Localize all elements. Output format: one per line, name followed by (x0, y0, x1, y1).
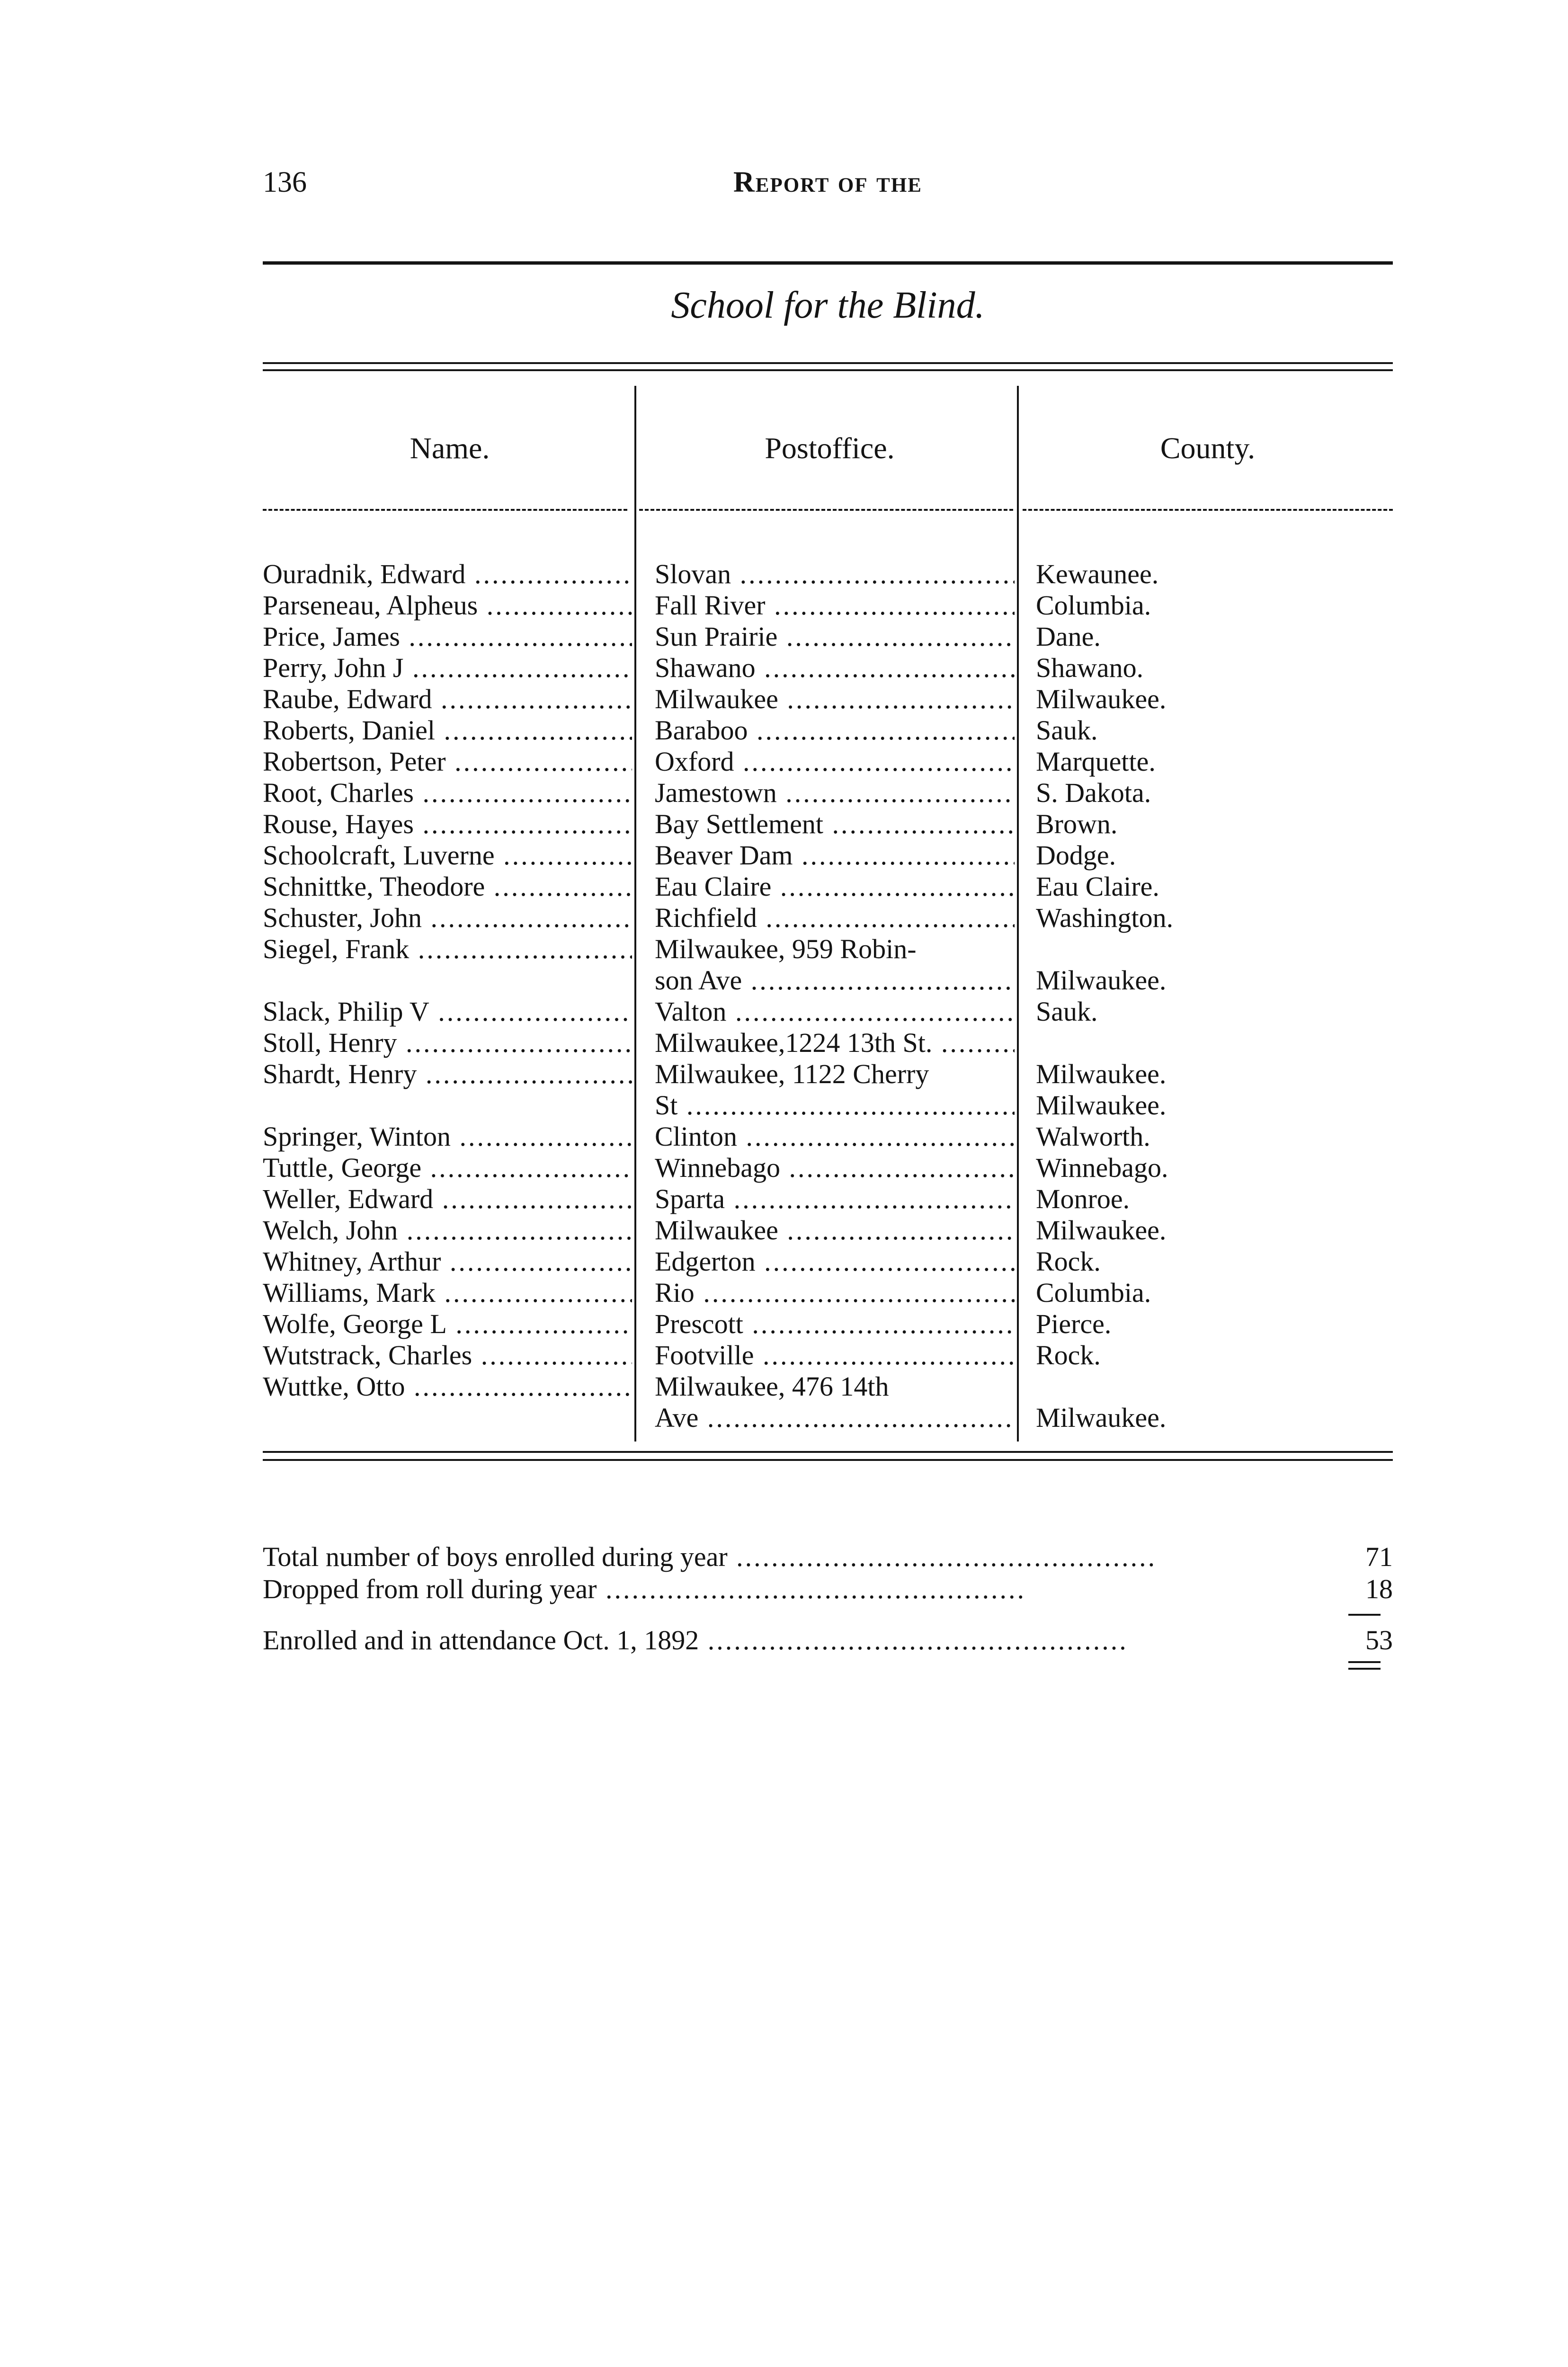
postoffice (655, 1308, 1015, 1340)
student-name: Wutstrack, Charles ..... (263, 1340, 632, 1371)
postoffice-line: Prescott ..... (655, 1308, 1015, 1340)
county: Kewaunee. (1036, 559, 1159, 589)
table-row (263, 1184, 1393, 1215)
table-row (263, 746, 1393, 777)
county: Rock. (1036, 1340, 1101, 1370)
table-row (263, 777, 1393, 809)
header-divider-name (263, 509, 627, 511)
county: Milwaukee. (1036, 1215, 1167, 1246)
student-name: Roberts, Daniel ..... (263, 715, 632, 746)
column-header-county: County. (1160, 431, 1256, 465)
dropped-label: Dropped from roll during year ..... (263, 1573, 1295, 1605)
postoffice (655, 746, 1015, 777)
enrollment-table (263, 559, 1393, 1433)
county: Milwaukee. (1036, 1402, 1167, 1433)
student-name: Siegel, Frank ..... (263, 934, 632, 965)
postoffice-line: Oxford ..... (655, 746, 1015, 777)
postoffice (655, 652, 1015, 684)
table-top-rule-1 (263, 362, 1393, 364)
postoffice-line: Beaver Dam ..... (655, 840, 1015, 871)
double-rule-bottom (1348, 1668, 1381, 1670)
postoffice-line: Sparta ..... (655, 1184, 1015, 1215)
table-row (263, 1277, 1393, 1308)
postoffice (655, 684, 1015, 715)
student-name: Raube, Edward ..... (263, 684, 632, 715)
postoffice-line: Edgerton ..... (655, 1246, 1015, 1277)
county: Pierce. (1036, 1308, 1112, 1339)
header-divider-county (1023, 509, 1393, 511)
subtraction-rule-row (263, 1605, 1393, 1624)
student-name: Wolfe, George L ..... (263, 1308, 632, 1340)
postoffice-line: Fall River ..... (655, 590, 1015, 621)
postoffice (655, 809, 1015, 840)
postoffice (655, 1152, 1015, 1184)
county-line2: Milwaukee. (1036, 1090, 1167, 1121)
county: Brown. (1036, 809, 1118, 839)
total-row-dropped (263, 1573, 1393, 1605)
column-header-postoffice: Postoffice. (765, 431, 895, 465)
county: Columbia. (1036, 1277, 1151, 1308)
student-name: Tuttle, George ..... (263, 1152, 632, 1184)
table-row (263, 1246, 1393, 1277)
running-head: Report of the (733, 166, 922, 198)
total-row-attendance (263, 1624, 1393, 1656)
postoffice-line: St ..... (655, 1090, 1015, 1121)
county: Dodge. (1036, 840, 1116, 871)
attendance-label: Enrolled and in attendance Oct. 1, 1892 ..... (263, 1624, 1295, 1656)
county: Walworth. (1036, 1121, 1150, 1152)
postoffice (655, 621, 1015, 652)
postoffice (655, 1371, 1015, 1433)
student-name: Root, Charles ..... (263, 777, 632, 809)
table-bottom-rule-1 (263, 1451, 1393, 1453)
table-row (263, 590, 1393, 621)
double-rule-row (263, 1656, 1393, 1675)
header-rule (263, 261, 1393, 265)
student-name: Parseneau, Alpheus ..... (263, 590, 632, 621)
table-row (263, 1371, 1393, 1433)
table-row (263, 715, 1393, 746)
postoffice-line: son Ave ..... (655, 965, 1015, 996)
table-row (263, 902, 1393, 934)
student-name: Schuster, John ..... (263, 902, 632, 934)
table-row (263, 1308, 1393, 1340)
county: Shawano. (1036, 652, 1144, 683)
section-title: School for the Blind. (671, 285, 985, 326)
postoffice-line: Clinton ..... (655, 1121, 1015, 1152)
county: S. Dakota. (1036, 777, 1151, 808)
postoffice-line: Eau Claire ..... (655, 871, 1015, 902)
student-name: Welch, John ..... (263, 1215, 632, 1246)
table-row (263, 684, 1393, 715)
table-row (263, 840, 1393, 871)
student-name: Slack, Philip V ..... (263, 996, 632, 1027)
postoffice-line: Richfield ..... (655, 902, 1015, 934)
table-row (263, 1340, 1393, 1371)
postoffice (655, 559, 1015, 590)
student-name: Shardt, Henry ..... (263, 1059, 632, 1090)
table-row (263, 1121, 1393, 1152)
postoffice-line: Jamestown ..... (655, 777, 1015, 809)
student-name: Perry, John J ..... (263, 652, 632, 684)
student-name: Ouradnik, Edward ..... (263, 559, 632, 590)
student-name: Schnittke, Theodore ..... (263, 871, 632, 902)
table-bottom-rule-2 (263, 1459, 1393, 1461)
county: Eau Claire. (1036, 871, 1159, 902)
county: Dane. (1036, 621, 1101, 652)
totals-section (263, 1541, 1393, 1675)
postoffice (655, 1059, 1015, 1121)
table-row (263, 871, 1393, 902)
postoffice-line: Shawano ..... (655, 652, 1015, 684)
page-header (263, 166, 1393, 208)
postoffice-line: Milwaukee, 1122 Cherry (655, 1059, 929, 1089)
postoffice-line: Milwaukee,1224 13th St. ..... (655, 1027, 1015, 1059)
county: Washington. (1036, 902, 1174, 933)
postoffice (655, 871, 1015, 902)
table-row (263, 621, 1393, 652)
table-row (263, 809, 1393, 840)
postoffice (655, 902, 1015, 934)
student-name: Springer, Winton ..... (263, 1121, 632, 1152)
dropped-value: 18 (1365, 1574, 1393, 1604)
postoffice-line: Milwaukee ..... (655, 1215, 1015, 1246)
county: Columbia. (1036, 590, 1151, 621)
postoffice-line: Sun Prairie ..... (655, 621, 1015, 652)
attendance-value: 53 (1365, 1625, 1393, 1655)
postoffice-line: Slovan ..... (655, 559, 1015, 590)
subtraction-rule (1348, 1614, 1381, 1616)
postoffice-line: Milwaukee, 476 14th (655, 1371, 889, 1402)
postoffice-line: Baraboo ..... (655, 715, 1015, 746)
postoffice-line: Valton ..... (655, 996, 1015, 1027)
postoffice (655, 590, 1015, 621)
table-row (263, 1027, 1393, 1059)
table-row (263, 934, 1393, 996)
double-rule-top (1348, 1661, 1381, 1663)
postoffice (655, 1121, 1015, 1152)
student-name: Schoolcraft, Luverne ..... (263, 840, 632, 871)
total-value: 71 (1365, 1541, 1393, 1572)
postoffice (655, 1215, 1015, 1246)
table-top-rule-2 (263, 369, 1393, 371)
table-row (263, 652, 1393, 684)
postoffice (655, 1340, 1015, 1371)
county: Milwaukee. (1036, 684, 1167, 714)
county: Sauk. (1036, 715, 1098, 746)
county: Rock. (1036, 1246, 1101, 1277)
student-name: Wuttke, Otto ..... (263, 1371, 632, 1402)
header-divider-postoffice (639, 509, 1013, 511)
county: Monroe. (1036, 1184, 1130, 1214)
postoffice-line: Ave ..... (655, 1402, 1015, 1433)
page-number: 136 (263, 166, 307, 198)
postoffice-line: Milwaukee ..... (655, 684, 1015, 715)
table-row (263, 1059, 1393, 1121)
county: Marquette. (1036, 746, 1156, 777)
postoffice-line: Bay Settlement ..... (655, 809, 1015, 840)
student-name: Rouse, Hayes ..... (263, 809, 632, 840)
student-name: Whitney, Arthur ..... (263, 1246, 632, 1277)
postoffice (655, 996, 1015, 1027)
postoffice (655, 934, 1015, 996)
student-name: Williams, Mark ..... (263, 1277, 632, 1308)
postoffice (655, 1027, 1015, 1059)
table-row (263, 559, 1393, 590)
postoffice-line: Milwaukee, 959 Robin- (655, 934, 917, 964)
county: Sauk. (1036, 996, 1098, 1027)
county: Milwaukee. (1036, 965, 1167, 996)
student-name: Robertson, Peter ..... (263, 746, 632, 777)
table-row (263, 996, 1393, 1027)
postoffice (655, 1277, 1015, 1308)
postoffice-line: Rio ..... (655, 1277, 1015, 1308)
student-name: Stoll, Henry ..... (263, 1027, 632, 1059)
column-header-name: Name. (410, 431, 490, 465)
student-name: Price, James ..... (263, 621, 632, 652)
postoffice (655, 1184, 1015, 1215)
table-row (263, 1215, 1393, 1246)
postoffice (655, 1246, 1015, 1277)
postoffice-line: Footville ..... (655, 1340, 1015, 1371)
total-label: Total number of boys enrolled during year ..... (263, 1541, 1295, 1573)
postoffice (655, 715, 1015, 746)
county: Winnebago. (1036, 1152, 1168, 1183)
postoffice (655, 840, 1015, 871)
postoffice-line: Winnebago ..... (655, 1152, 1015, 1184)
total-row-enrolled (263, 1541, 1393, 1573)
postoffice (655, 777, 1015, 809)
county: Milwaukee. (1036, 1059, 1167, 1089)
table-row (263, 1152, 1393, 1184)
student-name: Weller, Edward ..... (263, 1184, 632, 1215)
